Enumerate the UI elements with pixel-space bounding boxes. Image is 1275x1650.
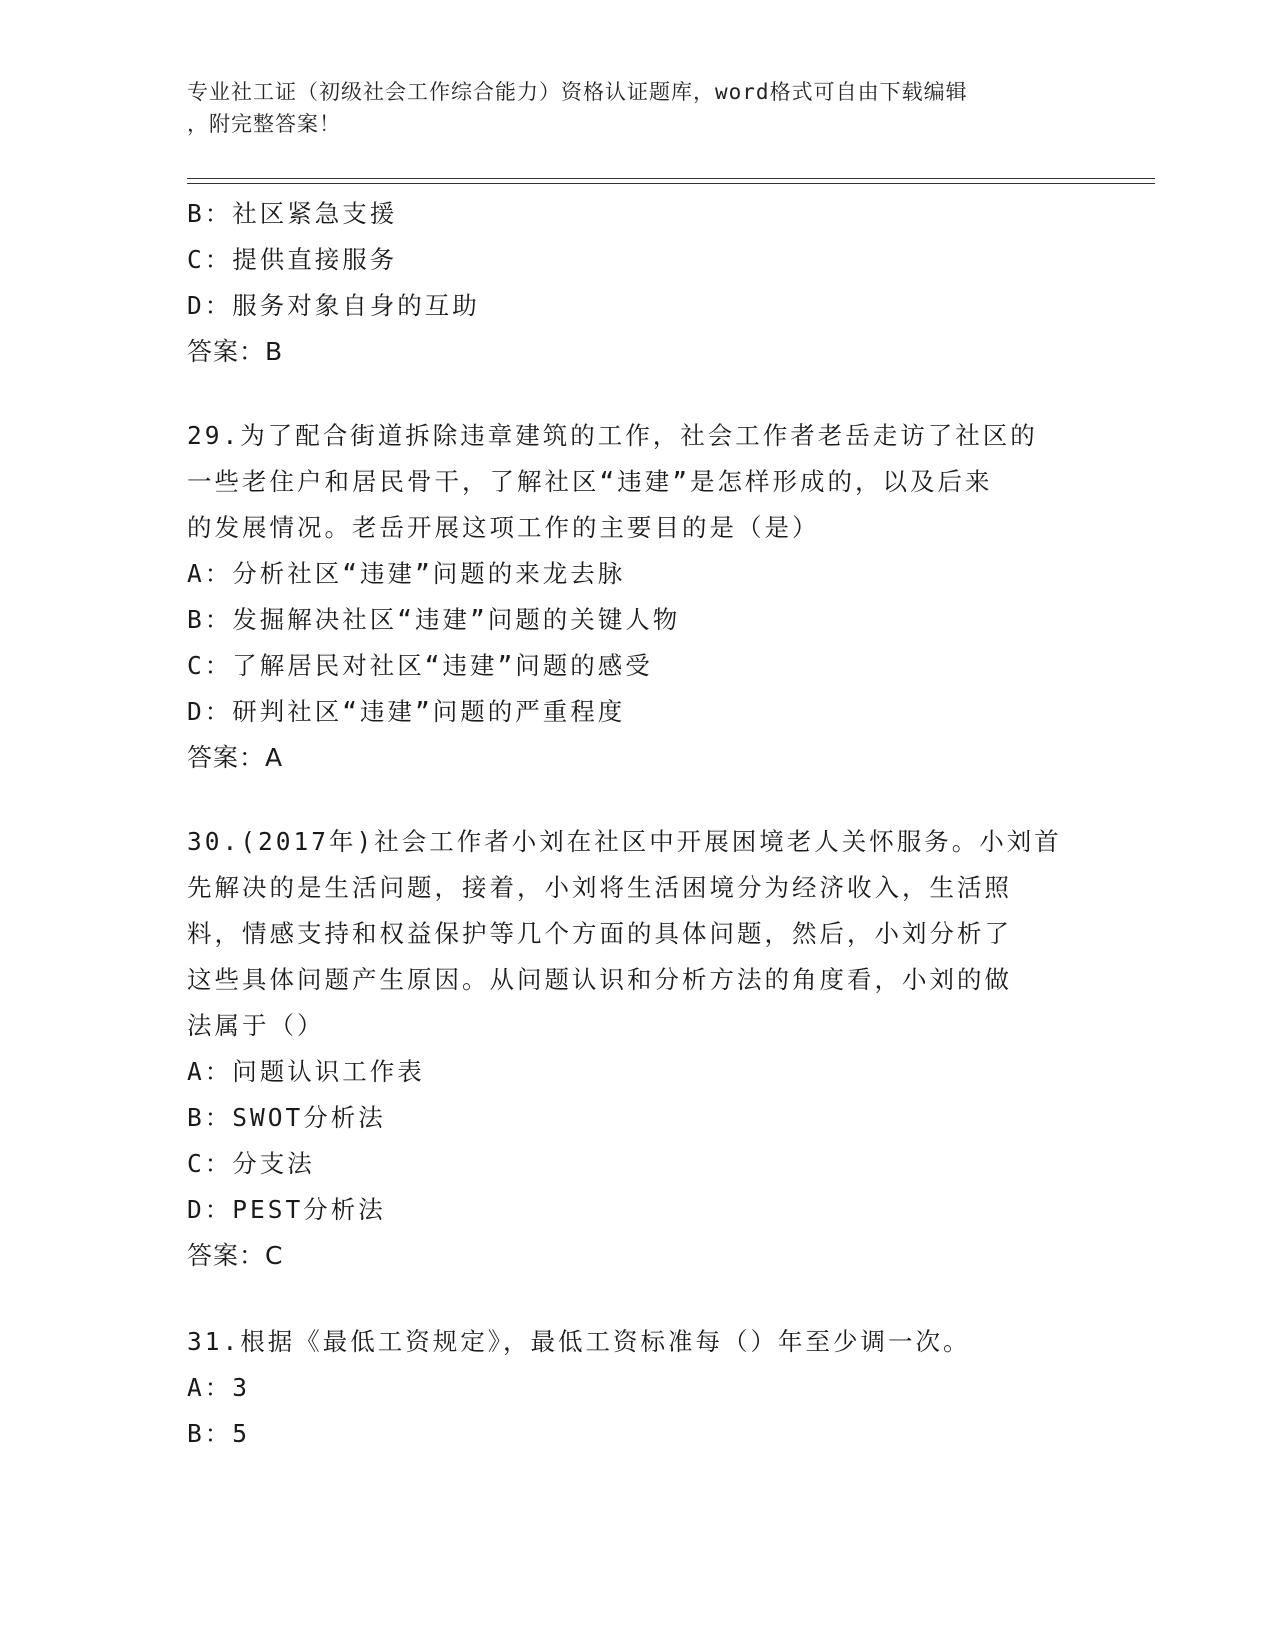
header-divider-top xyxy=(187,178,1155,179)
answer-line: 答案：B xyxy=(187,337,284,366)
question-stem-line: 一些老住户和居民骨干，了解社区“违建”是怎样形成的，以及后来 xyxy=(187,467,993,496)
question-stem-line: 料，情感支持和权益保护等几个方面的具体问题，然后，小刘分析了 xyxy=(187,919,1012,948)
option-d: D：服务对象自身的互助 xyxy=(187,291,480,320)
option-b: B：5 xyxy=(187,1419,251,1448)
question-31 xyxy=(187,1319,1087,1457)
question-stem-line: 先解决的是生活问题，接着，小刘将生活困境分为经济收入，生活照 xyxy=(187,873,1012,902)
option-c: C：提供直接服务 xyxy=(187,245,398,274)
question-stem-line: 法属于（） xyxy=(187,1011,325,1040)
document-header xyxy=(187,76,1067,140)
question-28-continued xyxy=(187,191,1087,375)
header-line-2: ，附完整答案！ xyxy=(187,112,341,136)
spacer xyxy=(187,375,1087,413)
question-stem-line: 这些具体问题产生原因。从问题认识和分析方法的角度看，小刘的做 xyxy=(187,965,1012,994)
spacer xyxy=(187,1279,1087,1319)
header-divider-bottom xyxy=(187,183,1155,184)
option-b: B：SWOT分析法 xyxy=(187,1103,386,1132)
option-d: D：研判社区“违建”问题的严重程度 xyxy=(187,697,626,726)
option-c: C：分支法 xyxy=(187,1149,315,1178)
question-stem-line: 30.(2017年)社会工作者小刘在社区中开展困境老人关怀服务。小刘首 xyxy=(187,827,1062,856)
question-30 xyxy=(187,819,1087,1279)
option-a: A：问题认识工作表 xyxy=(187,1057,425,1086)
question-stem-line: 29.为了配合街道拆除违章建筑的工作，社会工作者老岳走访了社区的 xyxy=(187,421,1038,450)
option-b: B：发掘解决社区“违建”问题的关键人物 xyxy=(187,605,681,634)
option-d: D：PEST分析法 xyxy=(187,1195,386,1224)
option-a: A：3 xyxy=(187,1373,251,1402)
answer-line: 答案：A xyxy=(187,743,284,772)
question-29 xyxy=(187,413,1087,781)
question-list xyxy=(187,191,1087,1457)
spacer xyxy=(187,781,1087,819)
header-line-1: 专业社工证（初级社会工作综合能力）资格认证题库，word格式可自由下载编辑 xyxy=(187,80,968,104)
option-c: C：了解居民对社区“违建”问题的感受 xyxy=(187,651,653,680)
question-stem-line: 的发展情况。老岳开展这项工作的主要目的是（是） xyxy=(187,513,820,542)
option-b: B：社区紧急支援 xyxy=(187,199,398,228)
option-a: A：分析社区“违建”问题的来龙去脉 xyxy=(187,559,626,588)
answer-line: 答案：C xyxy=(187,1241,284,1270)
question-stem-line: 31.根据《最低工资规定》，最低工资标准每（）年至少调一次。 xyxy=(187,1327,971,1356)
